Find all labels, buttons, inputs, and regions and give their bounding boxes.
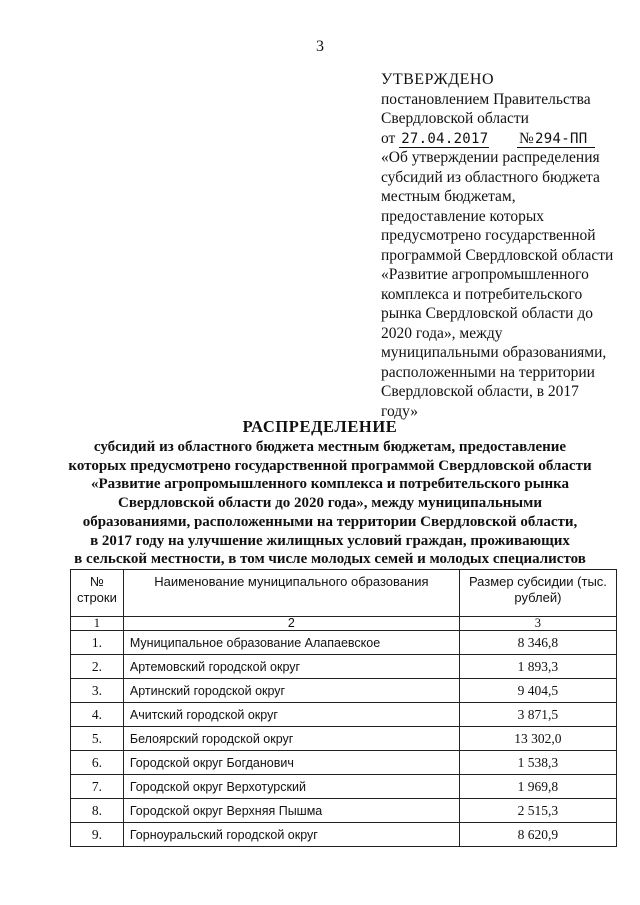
row-number: 8. (71, 799, 124, 823)
subtitle-line: субсидий из областного бюджета местным бюджетам, предоставление (93, 439, 567, 455)
document-title: РАСПРЕДЕЛЕНИЕ (242, 417, 398, 436)
document-subtitle (60, 438, 600, 569)
row-number: 9. (71, 823, 124, 847)
municipality-name: Артинский городской округ (123, 679, 459, 703)
approval-heading: УТВЕРЖДЕНО (381, 71, 495, 88)
approval-line: муниципальными образованиями, (381, 344, 607, 361)
municipality-name: Городской округ Верхотурский (123, 775, 459, 799)
row-number: 6. (71, 751, 124, 775)
approval-line: предусмотрено государственной (381, 227, 596, 244)
approval-number-field (517, 131, 595, 148)
subsidy-amount: 13 302,0 (459, 727, 616, 751)
row-number: 2. (71, 655, 124, 679)
table-row (71, 775, 617, 799)
approval-line: расположенными на территории (381, 363, 595, 381)
header-subsidy-amount: Размер субсидии (тыс. рублей) (459, 570, 616, 617)
subsidy-amount: 3 871,5 (459, 703, 616, 727)
approval-line: Свердловской области (381, 110, 529, 127)
approval-line: предоставление которых (381, 207, 545, 225)
subtitle-line: образованиями, расположенными на территории Свердловской области, (82, 513, 578, 530)
approval-line: году» (381, 402, 419, 420)
row-number: 5. (71, 727, 124, 751)
approval-line: местным бюджетам, (381, 188, 516, 205)
table-row (71, 679, 617, 703)
column-number: 3 (459, 617, 616, 631)
municipality-name: Артемовский городской округ (123, 655, 459, 679)
subtitle-line: Свердловской области до 2020 года», между муниципальными (118, 495, 542, 512)
subsidy-amount: 1 538,3 (459, 751, 616, 775)
header-row-number: № строки (71, 570, 124, 617)
approval-line: программой Свердловской области (381, 246, 614, 264)
subsidy-amount: 1 969,8 (459, 775, 616, 799)
table-row (71, 751, 617, 775)
subsidy-amount: 1 893,3 (459, 655, 616, 679)
table-row (71, 799, 617, 823)
municipality-name: Белоярский городской округ (123, 727, 459, 751)
subtitle-line: в 2017 году на улучшение жилищных условий граждан, проживающих (90, 532, 570, 549)
row-number: 3. (71, 679, 124, 703)
municipality-name: Городской округ Богданович (123, 751, 459, 775)
approval-line: комплекса и потребительского (381, 285, 583, 303)
municipality-name: Муниципальное образование Алапаевское (123, 631, 459, 655)
municipality-name: Горноуральский городской округ (123, 823, 459, 847)
table-row (71, 655, 617, 679)
approval-line: рынка Свердловской области до (381, 305, 593, 322)
table-row (71, 727, 617, 751)
approval-line: постановлением Правительства (381, 90, 591, 108)
header-municipality-name: Наименование муниципального образования (123, 570, 459, 617)
row-number: 1. (71, 631, 124, 655)
table-row (71, 823, 617, 847)
subsidy-amount: 9 404,5 (459, 679, 616, 703)
approval-date: 27.04.2017 (401, 130, 489, 147)
subsidy-amount: 8 620,9 (459, 823, 616, 847)
subsidy-amount: 2 515,3 (459, 799, 616, 823)
table-header-row (71, 570, 617, 617)
subtitle-line: которых предусмотрено государственной программой Свердловской области (68, 457, 592, 474)
row-number: 7. (71, 775, 124, 799)
subsidy-amount: 8 346,8 (459, 631, 616, 655)
approval-date-line (381, 129, 631, 149)
approval-number: 294-ПП (535, 130, 588, 147)
municipality-name: Городской округ Верхняя Пышма (123, 799, 459, 823)
approval-line: «Об утверждении распределения (381, 149, 600, 166)
municipality-name: Ачитский городской округ (123, 703, 459, 727)
column-number-row (71, 617, 617, 631)
subtitle-line: «Развитие агропромышленного комплекса и потребительского рынка (90, 476, 570, 493)
approval-line: 2020 года», между (381, 324, 503, 342)
number-prefix: № (518, 129, 534, 147)
approval-line: субсидий из областного бюджета (381, 168, 600, 186)
distribution-table (70, 569, 617, 847)
approval-line: Свердловской области, в 2017 (381, 383, 579, 400)
column-number: 1 (71, 617, 124, 631)
table-row (71, 631, 617, 655)
row-number: 4. (71, 703, 124, 727)
date-prefix: от (381, 129, 396, 147)
subtitle-line: в сельской местности, в том числе молодых семей и молодых специалистов (74, 551, 586, 568)
table-row (71, 703, 617, 727)
page-number: 3 (316, 38, 324, 55)
column-number: 2 (123, 617, 459, 631)
approval-line: «Развитие агропромышленного (381, 266, 589, 283)
approval-block (381, 70, 631, 421)
